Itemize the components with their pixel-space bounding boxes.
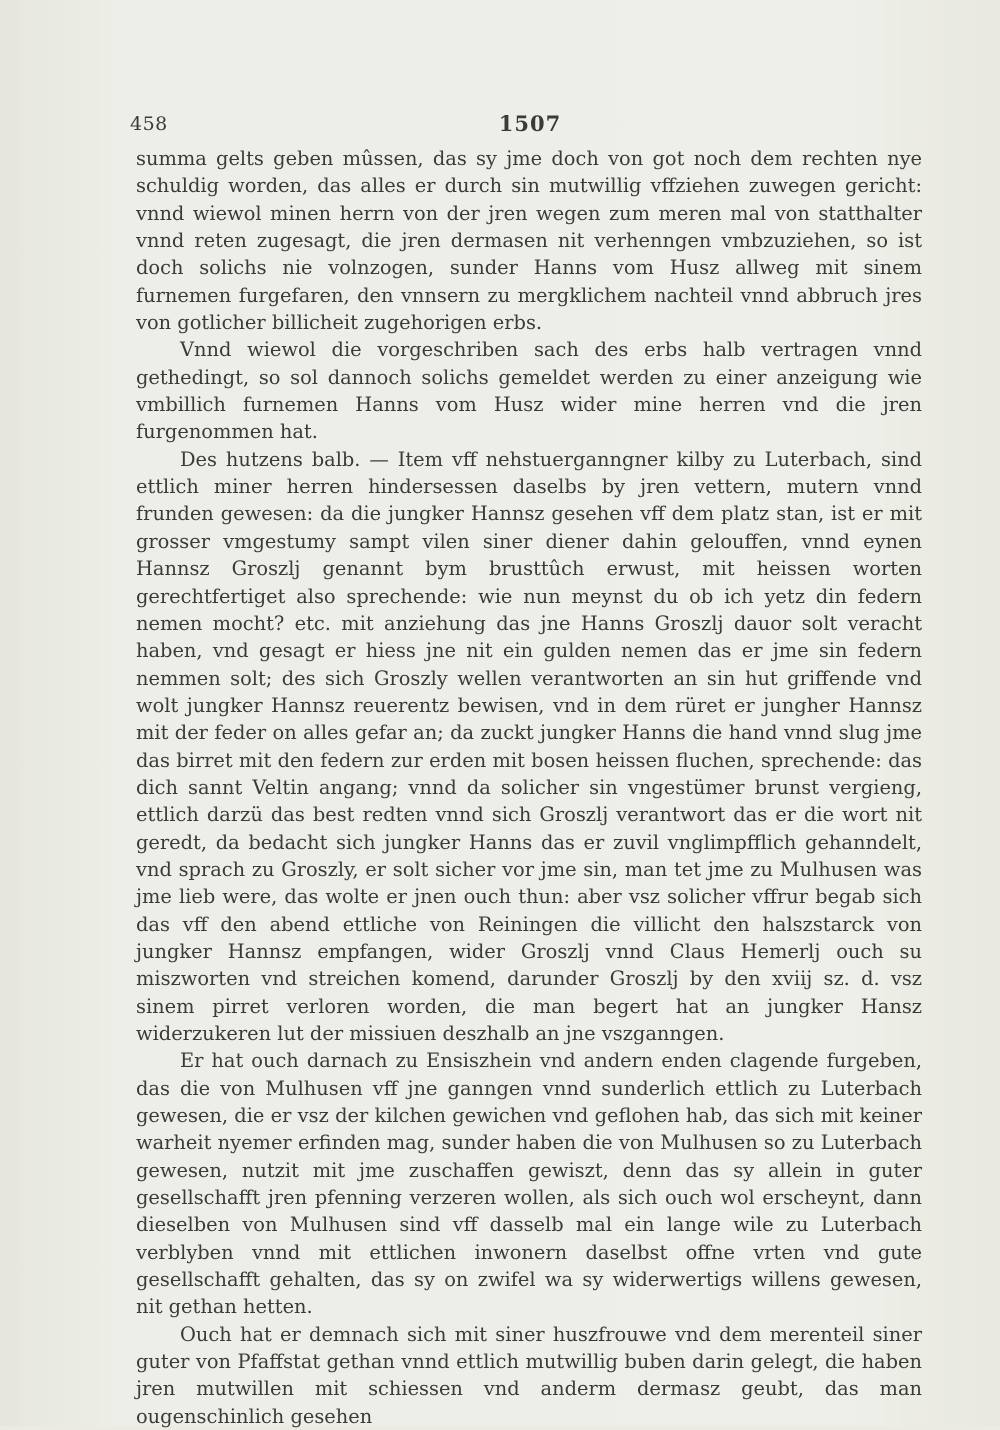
paragraph-1: summa gelts geben mûssen, das sy jme doch von got noch dem rechten nye schuldig worden, das alles er durch sin mutwillig vffziehen zuwegen gericht: vnnd wiewol minen herrn von der jren wegen zum meren mal von statthalter vnnd reten zugesagt, die jren dermasen nit verhenngen vmbzuziehen, so ist doch solichs nie volnzogen, sunder Hanns vom Husz allweg mit sinem furnemen furgefaren, den vnnsern zu mergklichem nachteil vnnd abbruch jres von gotlicher billicheit zugehorigen erbs. xyxy=(136,147,922,335)
page-header xyxy=(130,113,930,139)
page-number: 458 xyxy=(130,113,168,135)
paragraph-5: Ouch hat er demnach sich mit siner huszfrouwe vnd dem merenteil siner guter von Pfaffstat gethan vnnd ettlich mutwillig buben darin gelegt, die haben jren mutwillen mit schiessen vnd anderm dermasz geubt, das man ougenschinlich gesehen xyxy=(136,1322,922,1428)
running-head-year: 1507 xyxy=(498,111,562,136)
page-body xyxy=(136,145,922,1430)
paragraph-4: Er hat ouch darnach zu Ensiszhein vnd andern enden clagende furgeben, das die von Mulhusen vff jne ganngen vnnd sunderlich ettlich zu Luterbach gewesen, die er vsz der kilchen gewichen vnd geflohen hab, das sich mit keiner warheit nyemer erfinden mag, sunder haben die von Mulhusen so zu Luterbach gewesen, nutzit mit jme zuschaffen gewiszt, denn das sy allein in guter gesellschafft jren pfenning verzeren wollen, als sich ouch wol erscheynt, dann dieselben von Mulhusen sind vff dasselb mal ein lange wile zu Luterbach verblyben vnnd mit ettlichen inwonern daselbst offne vrten vnd gute gesellschafft gehalten, das sy on zwifel wa sy widerwertigs willens gewesen, nit gethan hetten. xyxy=(136,1049,922,1319)
paragraph-2: Vnnd wiewol die vorgeschriben sach des erbs halb vertragen vnnd gethedingt, so sol dannoch solichs gemeldet werden zu einer anzeigung wie vmbillich furnemen Hanns vom Husz wider mine herren vnd die jren furgenommen hat. xyxy=(136,338,922,444)
paragraph-3: Des hutzens balb. — Item vff nehstuerganngner kilby zu Luterbach, sind ettlich miner herren hindersessen daselbs by jren vettern, mutern vnnd frunden gewesen: da die jungker Hannsz gesehen vff dem platz stan, ist er mit grosser vmgestumy sampt vilen siner diener dahin gelouffen, vnnd eynen Hannsz Groszlj genannt bym brusttûch erwust, mit heissen worten gerechtfertiget also sprechende: wie nun meynst du ob ich yetz din federn nemen mocht? etc. mit anziehung das jne Hanns Groszlj dauor solt veracht haben, vnd gesagt er hiess jne nit ein gulden nemen das er jme sin federn nemmen solt; des sich Groszly wellen verantworten an sin hut griffende vnd wolt jungker Hannsz reuerentz bewisen, vnd in dem rüret er jungher Hannsz mit der feder on alles gefar an; da zuckt jungker Hanns die hand vnnd slug jme das birret mit den federn zur erden mit bosen heissen fluchen, sprechende: das dich sannt Veltin angang; vnnd da solicher sin vngestümer brunst vergieng, ettlich darzü das best redten vnnd sich Groszlj verantwort das er die wort nit geredt, da bedacht sich jungker Hanns das er zuvil vnglimpfflich gehanndelt, vnd sprach zu Groszly, er solt sicher vor jme sin, man tet jme zu Mulhusen was jme lieb were, das wolte er jnen ouch thun: aber vsz solicher vffrur begab sich das vff den abend ettliche von Reiningen die villicht den halszstarck von jungker Hannsz empfangen, wider Groszlj vnnd Claus Hemerlj ouch su miszworten vnd streichen komend, darunder Groszlj by den xviij sz. d. vsz sinem pirret verloren worden, die man begert hat an jungker Hansz widerzukeren lut der missiuen deszhalb an jne vszganngen. xyxy=(136,447,922,1045)
